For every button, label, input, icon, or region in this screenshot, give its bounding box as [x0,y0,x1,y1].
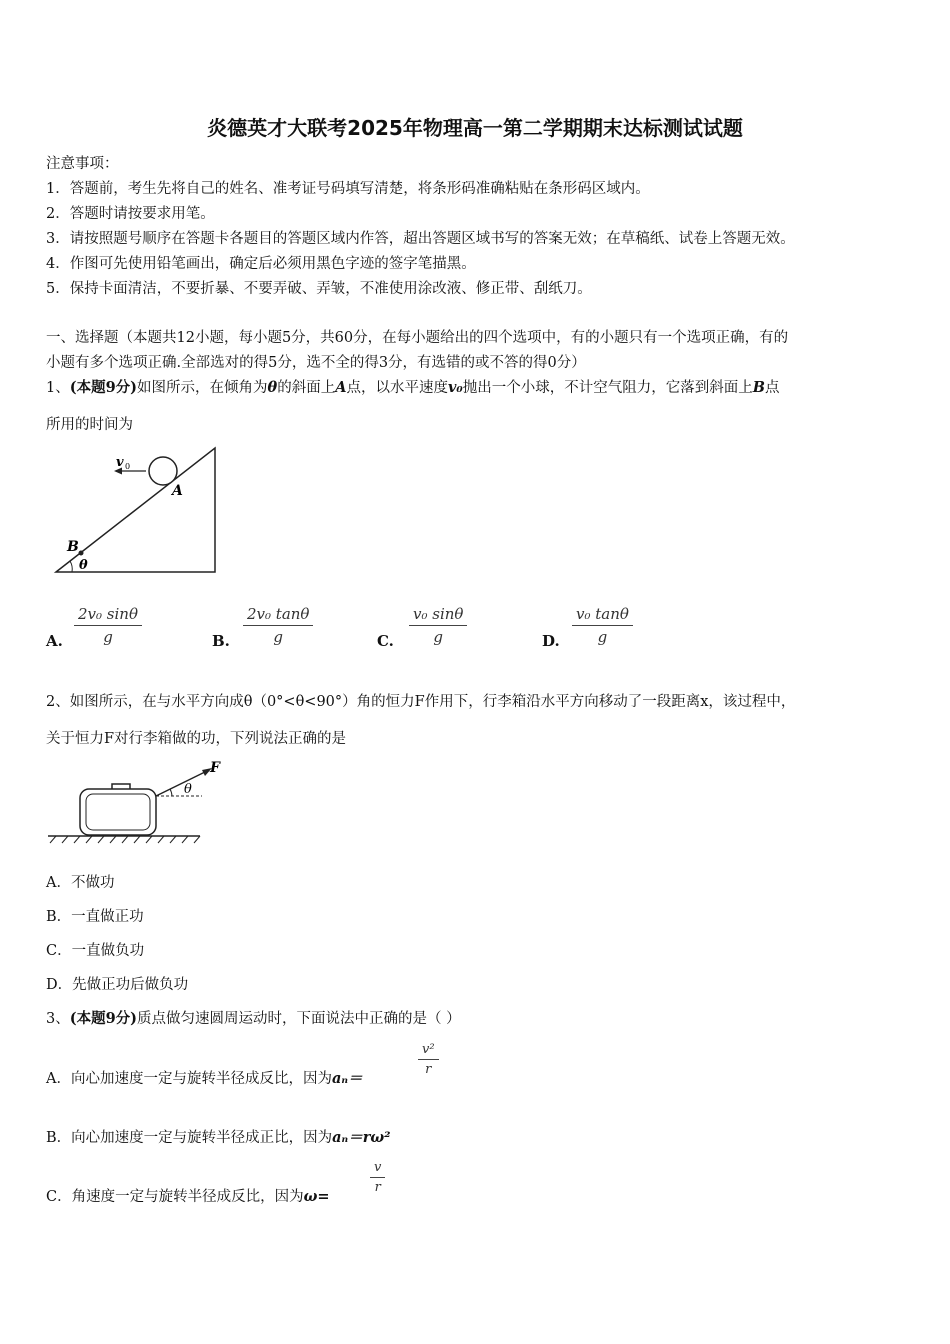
question-text: 质点做匀速圆周运动时，下面说法中正确的是（ ） [137,1011,461,1027]
option-formula: ω= [303,1188,330,1205]
option-a-label[interactable]: A. [46,632,63,650]
suitcase-body [80,789,156,835]
question-score: (本题9分) [69,379,138,396]
option-c-label[interactable]: C. [377,632,394,650]
suitcase-figure [46,756,220,846]
question-text: 点，以水平速度 [346,380,448,396]
question-1-stem [46,376,780,397]
question-1-stem-cont: 所用的时间为 [46,417,133,433]
question-text: 点 [765,380,780,396]
section-heading: 一、选择题（本题共12小题，每小题5分，共60分，在每小题给出的四个选项中，有的小题只有一个选项正确，有的 [46,330,789,346]
notice-item: 5．保持卡面清洁，不要折暴、不要弄破、弄皱，不准使用涂改液、修正带、刮纸刀。 [46,281,592,297]
notice-item: 4．作图可先使用铅笔画出，确定后必须用黑色字迹的签字笔描黑。 [46,256,476,272]
question-score: (本题9分) [69,1010,138,1027]
option-b-label[interactable]: B. [212,632,230,650]
question-2-stem: 2、如图所示，在与水平方向成θ（0°<θ<90°）角的恒力F作用下，行李箱沿水平方向移动了一段距离x，该过程中， [46,694,796,710]
option-a-fraction: $\frac{\text{v²}}{r}$ [418,1042,439,1077]
option-b[interactable]: B．一直做正功 [46,909,144,925]
option-text: A．向心加速度一定与旋转半径成反比，因为 [46,1071,332,1087]
option-formula: aₙ＝rω² [332,1129,391,1146]
option-c[interactable]: C．一直做负功 [46,943,145,959]
angle-arc [70,561,72,572]
question-text: 抛出一个小球，不计空气阻力，它落到斜面上 [462,380,753,396]
ground-hatch [50,836,200,843]
force-arrow [156,770,209,796]
question-2-stem-cont: 关于恒力F对行李箱做的功，下列说法正确的是 [46,731,347,747]
label-point-b: B [67,539,79,555]
ball-icon [149,457,177,485]
option-formula: aₙ＝ [331,1070,363,1087]
symbol-theta: θ [267,379,278,396]
label-theta: θ [184,782,192,797]
symbol-point-b: B [752,379,766,396]
angle-arc [170,789,172,796]
section-heading-cont: 小题有多个选项正确.全部选对的得5分，选不全的得3分，有选错的或不答的得0分） [46,355,586,371]
option-a[interactable]: A．不做功 [46,875,115,891]
option-c-fraction: $\frac{v}{r}$ [370,1160,385,1195]
question-number: 3、 [46,1011,70,1027]
option-text: C．角速度一定与旋转半径成反比，因为 [46,1189,304,1205]
option-d-label[interactable]: D. [542,632,560,650]
notice-item: 1．答题前，考生先将自己的姓名、准考证号码填写清楚，将条形码准确粘贴在条形码区域内。 [46,181,650,197]
option-b[interactable] [46,1126,391,1147]
notice-heading: 注意事项： [46,156,119,172]
option-d[interactable]: D．先做正功后做负功 [46,977,189,993]
label-force: F [210,760,220,776]
option-c-formula: $\frac{\text{v₀ sinθ}}{g}$ [409,605,467,646]
option-a-formula: $\frac{\text{2v₀ sinθ}}{g}$ [74,605,142,646]
question-3-stem [46,1007,461,1028]
notice-item: 3．请按照题号顺序在答题卡各题目的答题区域内作答，超出答题区域书写的答案无效；在草稿纸、试卷上答题无效。 [46,231,795,247]
label-v0: v [116,455,124,470]
symbol-v0: v₀ [447,379,463,396]
question-text: 如图所示，在倾角为 [137,380,268,396]
option-a[interactable] [46,1067,363,1088]
label-theta: θ [79,558,88,573]
point-b-dot [79,551,84,556]
option-text: B．向心加速度一定与旋转半径成正比，因为 [46,1130,333,1146]
notice-item: 2．答题时请按要求用笔。 [46,206,215,222]
option-b-formula: $\frac{\text{2v₀ tanθ}}{g}$ [243,605,313,646]
question-number: 1、 [46,380,70,396]
page-title: 炎德英才大联考2025年物理高一第二学期期末达标测试试题 [207,116,743,140]
incline-figure [46,445,226,580]
option-d-formula: $\frac{\text{v₀ tanθ}}{g}$ [572,605,633,646]
question-text: 的斜面上 [277,380,336,396]
option-c[interactable] [46,1185,330,1206]
label-point-a: A [172,483,183,499]
symbol-point-a: A [335,379,347,396]
label-v0-sub: 0 [125,462,131,471]
